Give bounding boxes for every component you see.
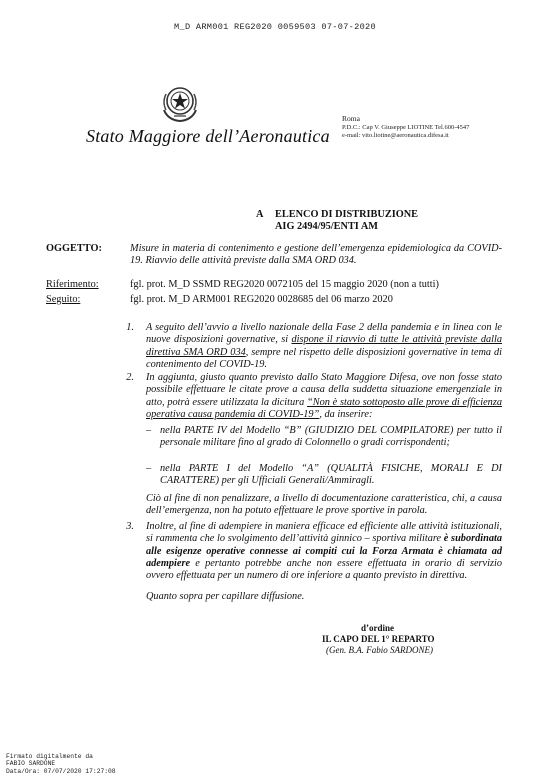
protocol-stamp: M_D ARM001 REG2020 0059503 07-07-2020 bbox=[174, 22, 376, 32]
reference-label: Riferimento: bbox=[46, 279, 99, 290]
bullet-item-2: nella PARTE I del Modello “A” (QUALITÀ FISICHE, MORALI E DI CARATTERE) per gli Ufficiali Generali/Ammiragli. bbox=[160, 463, 502, 487]
digital-signature-footer bbox=[6, 753, 116, 775]
closing-line: Quanto sopra per capillare diffusione. bbox=[146, 591, 305, 602]
distribution-title: ELENCO DI DISTRIBUZIONE bbox=[275, 209, 419, 220]
sender-city: Roma bbox=[342, 114, 360, 123]
paragraph-3-bold: è subordinata alle esigenze operative connesse ai compiti cui la Forza Armata è chiamata ad adempiere bbox=[146, 533, 502, 569]
paragraph-1-underlined: dispone il riavvio di tutte le attività previste dalla direttiva SMA ORD 034 bbox=[146, 334, 502, 358]
signature-name: (Gen. B.A. Fabio SARDONE) bbox=[326, 645, 433, 655]
subject-text: Misure in materia di contenimento e gestione dell’emergenza epidemiologica da COVID-19. Riavvio delle attività previste dalla SMA ORD 034. bbox=[130, 243, 502, 267]
subject-label: OGGETTO: bbox=[46, 243, 102, 254]
sender-contact: P.D.C.: Cap V. Giuseppe LIOTINE Tel.600-4547 bbox=[342, 123, 470, 131]
sender-email: e-mail: vito.liotine@aeronautica.difesa.it bbox=[342, 132, 449, 140]
signature-title: IL CAPO DEL 1° REPARTO bbox=[322, 634, 435, 644]
footer-line: Data/Ora: 07/07/2020 17:27:08 bbox=[6, 767, 116, 775]
follow-up-value: fgl. prot. M_D ARM001 REG2020 0028685 del 06 marzo 2020 bbox=[130, 294, 393, 305]
paragraph-2-underlined: “Non è stato sottoposto alle prove di efficienza operativa causa pandemia di COVID-19” bbox=[146, 396, 502, 420]
organization-title: Stato Maggiore dell’Aeronautica bbox=[86, 126, 330, 146]
paragraph-2-conclusion: Ciò al fine di non penalizzare, a livello di documentazione caratteristica, chi, a causa dell’emergenza, non ha potuto effettuare le prove sportive in parola. bbox=[146, 493, 502, 517]
bullet-item-1: nella PARTE IV del Modello “B” (GIUDIZIO DEL COMPILATORE) per tutto il personale militare fino al grado di Colonnello o gradi corrispondenti; bbox=[160, 425, 502, 449]
follow-up-label: Seguito: bbox=[46, 294, 81, 305]
bullet-dash: – bbox=[146, 425, 152, 436]
footer-line: Firmato digitalmente da bbox=[6, 753, 93, 760]
footer-line: FABIO SARDONE bbox=[6, 760, 56, 768]
paragraph-number: 1. bbox=[126, 322, 134, 333]
distribution-list: AIG 2494/95/ENTI AM bbox=[275, 221, 378, 232]
paragraph-3: Inoltre, al fine di adempiere in maniera efficace ed efficiente alle attività istituzionali, si rammenta che lo svolgimento dell’attività ginnico – sportiva militare è subordinata alle esigenze operative connesse ai compiti cui la Forza Armata è chiamata ad adempiere e pertanto potrebbe anche non essere effettuata in orario di servizio ovvero effettuata per un numero di ore inferiore a quanto previsto in direttiva. bbox=[146, 521, 502, 582]
distribution-block bbox=[256, 209, 418, 233]
paragraph-2: In aggiunta, giusto quanto previsto dallo Stato Maggiore Difesa, ove non fosse stato possibile effettuare le citate prove a causa della suddetta situazione emergenziale in atto, potrà essere utilizzata la dicitura “Non è stato sottoposto alle prove di efficienza operativa causa pandemia di COVID-19”, da inserire: bbox=[146, 372, 502, 420]
signature-order: d’ordine bbox=[361, 623, 395, 633]
distribution-letter: A bbox=[256, 209, 264, 220]
paragraph-number: 2. bbox=[126, 372, 134, 383]
paragraph-1: A seguito dell’avvio a livello nazionale della Fase 2 della pandemia e in linea con le nuove disposizioni governative, si dispone il riavvio di tutte le attività previste dalla direttiva SMA ORD 034, sempre nel rispetto delle disposizioni governative in tema di contenimento del COVID-19. bbox=[146, 322, 502, 370]
bullet-dash: – bbox=[146, 463, 152, 474]
italian-republic-emblem-icon bbox=[158, 80, 202, 124]
paragraph-number: 3. bbox=[126, 521, 134, 532]
reference-value: fgl. prot. M_D SSMD REG2020 0072105 del 15 maggio 2020 (non a tutti) bbox=[130, 279, 439, 290]
sender-block bbox=[342, 115, 469, 141]
